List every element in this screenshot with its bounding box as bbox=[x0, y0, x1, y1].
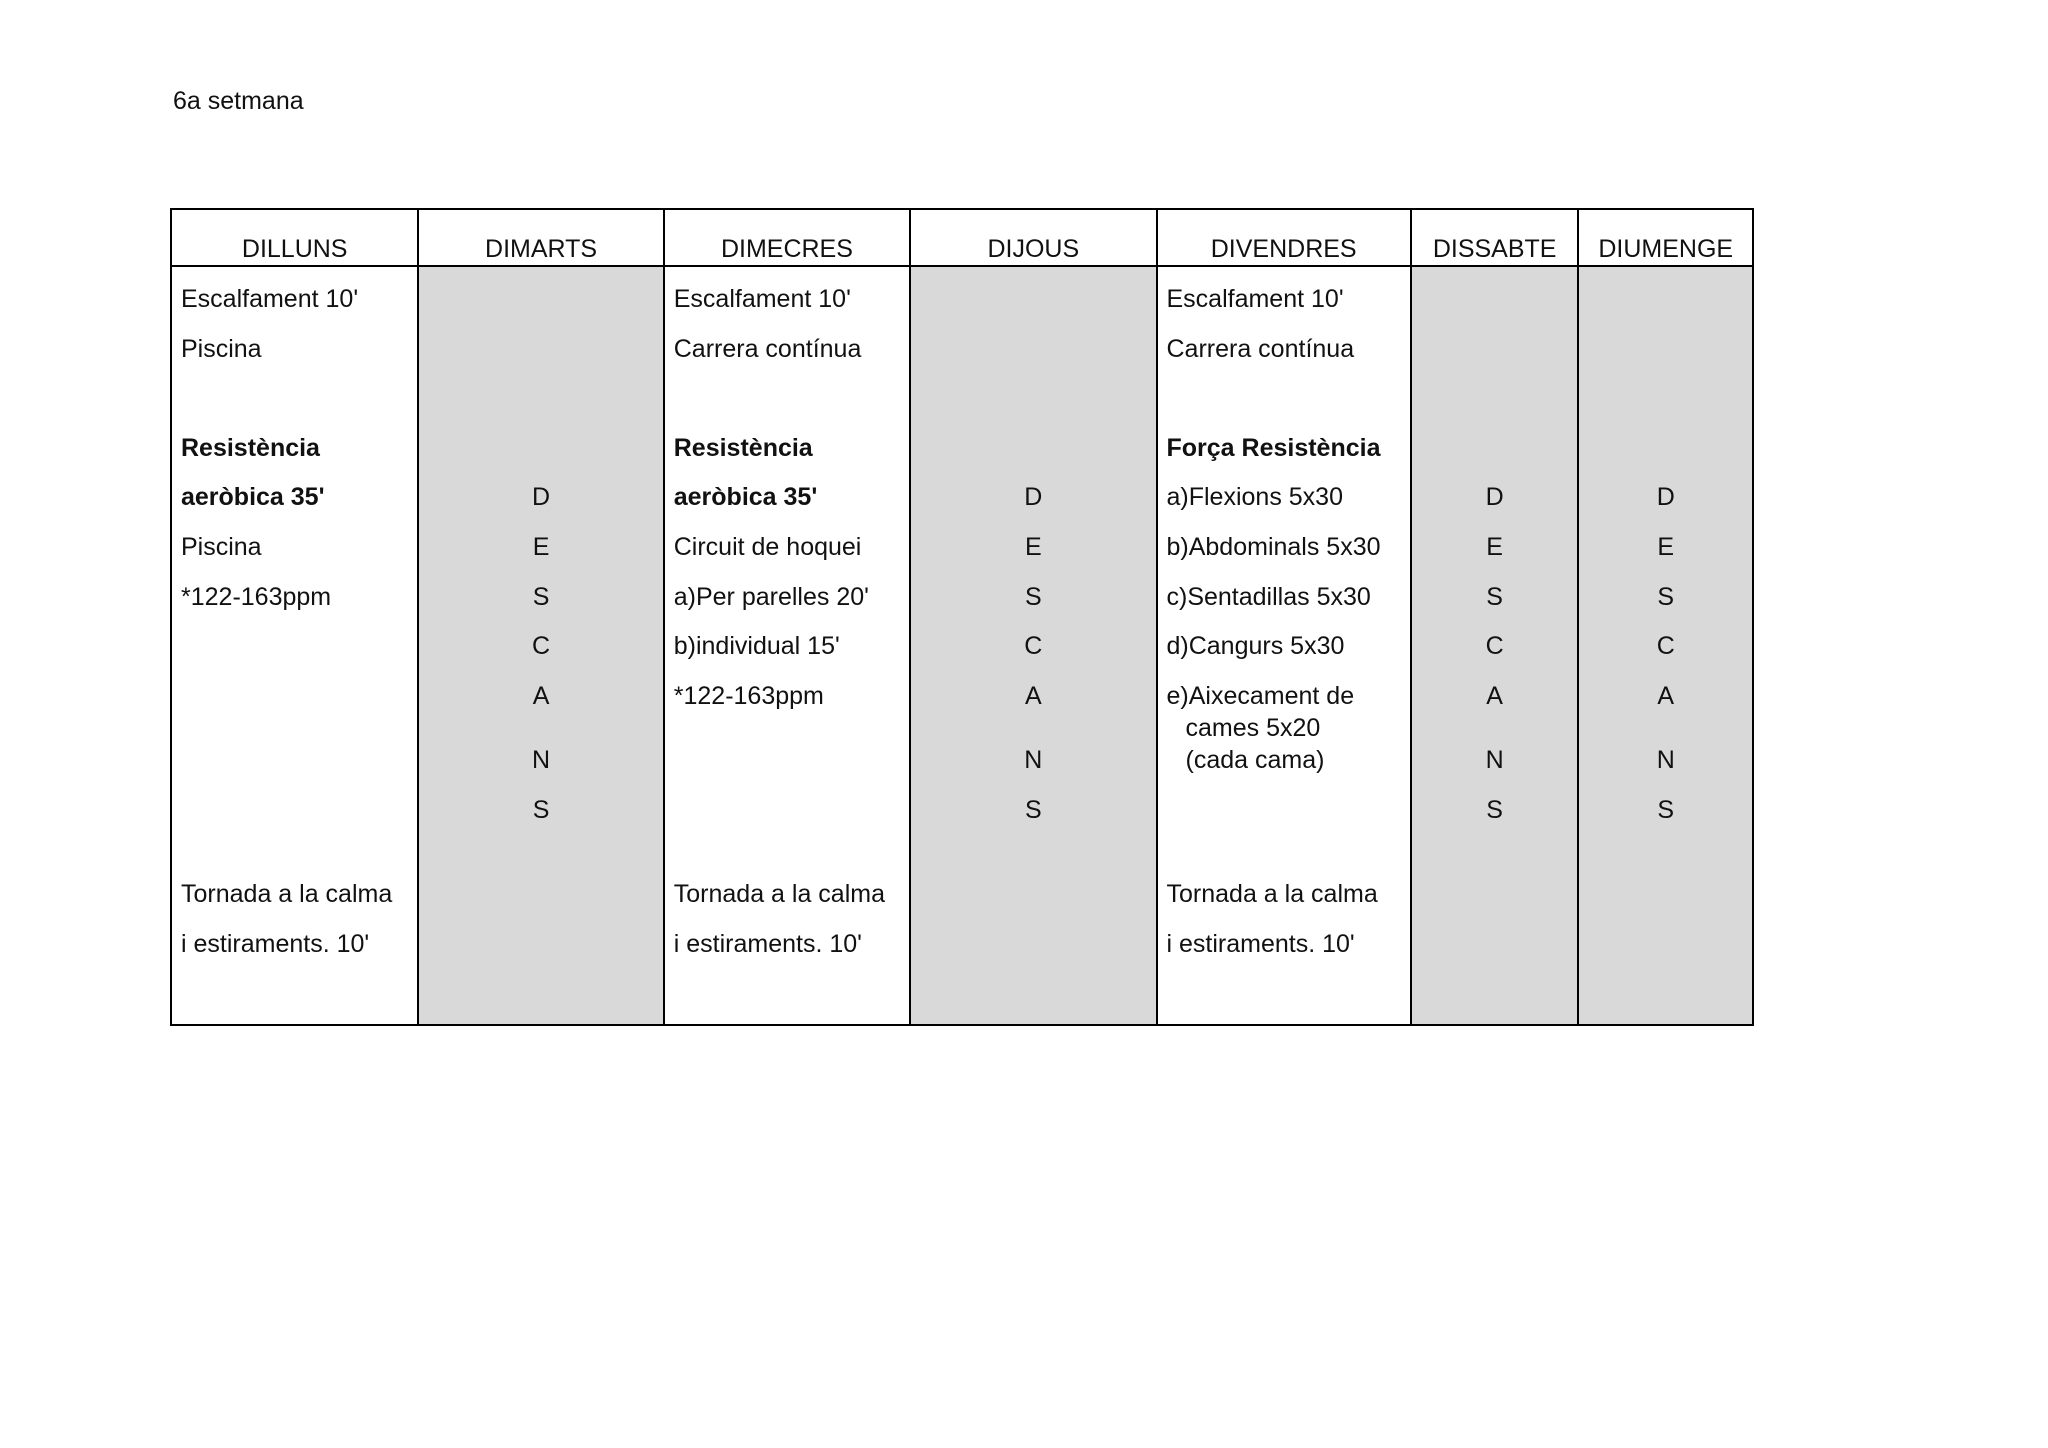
activity-line: Tornada a la calma bbox=[673, 880, 885, 909]
rest-letter: A bbox=[1657, 681, 1675, 710]
activity-line: Carrera contínua bbox=[1166, 334, 1355, 363]
activity-line: *122-163ppm bbox=[673, 681, 824, 710]
activity-line: e)Aixecament de bbox=[1166, 681, 1355, 710]
activity-line: Força Resistència bbox=[1166, 433, 1381, 462]
rest-letter: E bbox=[1024, 533, 1042, 561]
activity-line: b)Abdominals 5x30 bbox=[1166, 533, 1381, 561]
day-header: DIUMENGE bbox=[1579, 210, 1752, 267]
activity-line: aeròbica 35' bbox=[673, 483, 818, 512]
activity-line: Tornada a la calma bbox=[181, 880, 393, 909]
activity-line: i estiraments. 10' bbox=[673, 929, 862, 958]
rest-letter: E bbox=[532, 533, 550, 561]
activity-line: b)individual 15' bbox=[673, 632, 840, 661]
rest-letter: N bbox=[1485, 746, 1504, 775]
activity-line: a)Flexions 5x30 bbox=[1166, 483, 1343, 512]
day-column-diumenge bbox=[1579, 210, 1752, 1024]
rest-letter: A bbox=[1024, 681, 1042, 710]
activity-line: a)Per parelles 20' bbox=[673, 582, 869, 611]
activity-line: Escalfament 10' bbox=[673, 285, 851, 313]
rest-letter: C bbox=[1485, 632, 1504, 661]
day-header: DIJOUS bbox=[911, 210, 1155, 267]
activity-line: c)Sentadillas 5x30 bbox=[1166, 582, 1371, 611]
rest-letter: S bbox=[1657, 582, 1675, 611]
weekly-schedule-table bbox=[170, 208, 1754, 1026]
rest-letter: A bbox=[532, 681, 550, 710]
rest-letter: D bbox=[1656, 483, 1675, 512]
activity-line: Escalfament 10' bbox=[1166, 285, 1344, 313]
activity-line: Resistència bbox=[673, 433, 813, 462]
activity-line: Piscina bbox=[181, 533, 262, 561]
day-column-dimecres bbox=[665, 210, 911, 1024]
rest-letter: A bbox=[1486, 681, 1503, 710]
day-column-dimarts bbox=[419, 210, 664, 1024]
rest-letter: D bbox=[1024, 483, 1043, 512]
activity-line: Tornada a la calma bbox=[1166, 880, 1378, 909]
day-header: DIMARTS bbox=[419, 210, 662, 267]
day-column-dilluns bbox=[172, 210, 419, 1024]
rest-letter: C bbox=[532, 632, 551, 661]
day-header: DISSABTE bbox=[1412, 210, 1578, 267]
rest-letter: S bbox=[532, 582, 550, 611]
day-header: DIVENDRES bbox=[1158, 210, 1410, 267]
rest-letter: S bbox=[1486, 795, 1503, 824]
activity-line: Escalfament 10' bbox=[181, 285, 359, 313]
day-column-dijous bbox=[911, 210, 1157, 1024]
rest-letter: E bbox=[1657, 533, 1675, 561]
activity-line: aeròbica 35' bbox=[181, 483, 325, 512]
activity-line: cames 5x20 bbox=[1185, 714, 1321, 743]
rest-letter: E bbox=[1486, 533, 1503, 561]
rest-letter: D bbox=[532, 483, 551, 512]
rest-letter: S bbox=[1024, 582, 1042, 611]
activity-line: Piscina bbox=[181, 334, 262, 363]
day-header: DIMECRES bbox=[665, 210, 909, 267]
activity-line: i estiraments. 10' bbox=[1166, 929, 1355, 958]
rest-letter: S bbox=[1657, 795, 1675, 824]
day-header: DILLUNS bbox=[172, 210, 417, 267]
activity-line: d)Cangurs 5x30 bbox=[1166, 632, 1345, 661]
day-column-dissabte bbox=[1412, 210, 1580, 1024]
activity-line: Resistència bbox=[181, 433, 320, 462]
rest-letter: N bbox=[1656, 746, 1675, 775]
rest-letter: C bbox=[1024, 632, 1043, 661]
rest-letter: N bbox=[1024, 746, 1043, 775]
activity-line: Carrera contínua bbox=[673, 334, 862, 363]
activity-line: i estiraments. 10' bbox=[181, 929, 370, 958]
rest-letter: S bbox=[1486, 582, 1503, 611]
activity-line: (cada cama) bbox=[1185, 746, 1325, 775]
rest-letter: C bbox=[1656, 632, 1675, 661]
rest-letter: S bbox=[532, 795, 550, 824]
rest-letter: S bbox=[1024, 795, 1042, 824]
page-title: 6a setmana bbox=[173, 87, 304, 115]
activity-line: *122-163ppm bbox=[181, 582, 332, 611]
activity-line: Circuit de hoquei bbox=[673, 533, 862, 561]
day-column-divendres bbox=[1158, 210, 1412, 1024]
rest-letter: N bbox=[532, 746, 551, 775]
rest-letter: D bbox=[1485, 483, 1504, 512]
